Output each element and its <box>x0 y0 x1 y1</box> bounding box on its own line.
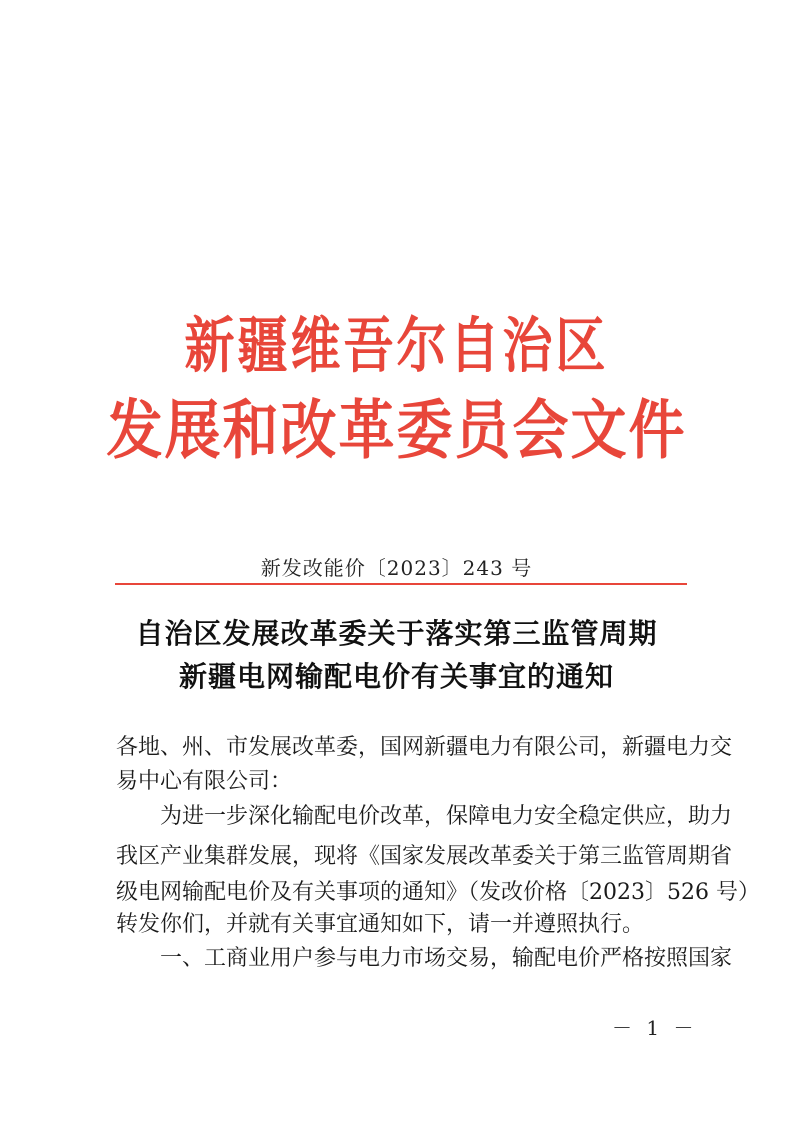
document-type-heading: 发展和改革委员会文件 <box>106 392 687 469</box>
notice-title-line-2: 新疆电网输配电价有关事宜的通知 <box>178 660 614 693</box>
page-number: － 1 － <box>612 1016 698 1040</box>
paragraph-1-line-3: 级电网输配电价及有关事项的通知》（发改价格〔2023〕526 号） <box>116 880 760 905</box>
paragraph-1-line-2: 我区产业集群发展，现将《国家发展改革委关于第三监管周期省 <box>116 844 733 869</box>
paragraph-1-line-1: 为进一步深化输配电价改革，保障电力安全稳定供应，助力 <box>160 804 733 829</box>
issuing-org-name: 新疆维吾尔自治区 <box>184 310 609 381</box>
red-divider-line <box>115 583 687 585</box>
paragraph-1-line-4: 转发你们，并就有关事宜通知如下，请一并遵照执行。 <box>116 912 645 937</box>
document-number: 新发改能价〔2023〕243 号 <box>260 556 533 580</box>
salutation-line-2: 易中心有限公司： <box>116 769 293 794</box>
salutation-line-1: 各地、州、市发展改革委，国网新疆电力有限公司，新疆电力交 <box>116 735 733 760</box>
paragraph-2-line-1: 一、工商业用户参与电力市场交易，输配电价严格按照国家 <box>160 946 733 971</box>
notice-title-line-1: 自治区发展改革委关于落实第三监管周期 <box>135 617 658 650</box>
